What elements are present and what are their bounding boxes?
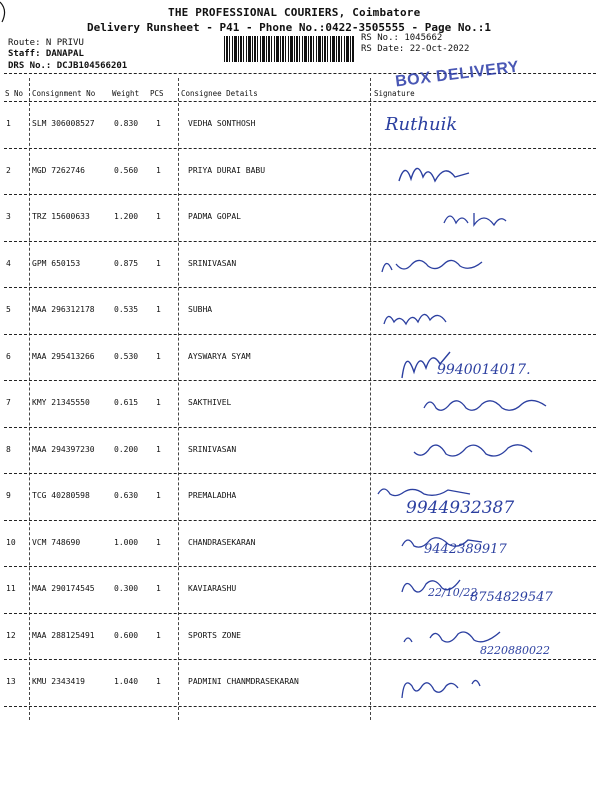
row-sno: 8 [6, 444, 11, 454]
row-sno: 7 [6, 398, 11, 407]
col-divider [29, 78, 30, 720]
signature-3 [440, 205, 510, 231]
runsheet-title: Delivery Runsheet - P41 - Phone No.:0422-3505555 - Page No.:1 [87, 21, 491, 34]
row-pcs: 1 [156, 305, 161, 314]
row-separator [4, 241, 596, 242]
row-consignee: KAVIARASHU [188, 584, 237, 593]
row-separator [4, 659, 596, 660]
row-sno: 1 [6, 119, 11, 128]
row-consignment-no: KMY 21345550 [32, 398, 90, 407]
row-pcs: 1 [156, 630, 161, 640]
row-separator [4, 473, 596, 474]
row-consignee: SPORTS ZONE [188, 630, 241, 640]
handwritten-phone-10: 9442389917 [424, 542, 507, 557]
row-pcs: 1 [156, 491, 161, 500]
col-header-weight: Weight [112, 89, 140, 98]
row-separator [4, 380, 596, 381]
row-consignee: VEDHA SONTHOSH [188, 119, 256, 128]
row-separator [4, 566, 596, 567]
row-consignment-no: MGD 7262746 [32, 165, 85, 175]
row-sno: 5 [6, 305, 11, 314]
row-consignee: PADMINI CHANMDRASEKARAN [188, 677, 299, 686]
row-consignee: SAKTHIVEL [188, 398, 232, 407]
row-consignment-no: MAA 290174545 [32, 584, 95, 593]
row-consignee: PRIYA DURAI BABU [188, 165, 266, 175]
row-weight: 0.300 [114, 584, 139, 593]
row-separator [4, 520, 596, 521]
row-pcs: 1 [156, 212, 161, 221]
row-sno: 2 [6, 165, 11, 175]
row-weight: 0.830 [114, 119, 139, 128]
row-sno: 11 [6, 584, 16, 593]
staff-label: Staff: DANAPAL [8, 49, 84, 59]
row-separator [4, 613, 596, 614]
row-separator [4, 706, 596, 707]
handwritten-date-11: 22/10/22 [428, 586, 478, 599]
row-consignee: PREMALADHA [188, 491, 237, 500]
signature-7 [420, 392, 560, 418]
row-pcs: 1 [156, 165, 161, 175]
row-weight: 1.200 [114, 212, 139, 221]
row-consignment-no: MAA 294397230 [32, 444, 95, 454]
col-header-consignee: Consignee Details [181, 89, 258, 98]
handwritten-phone-12: 8220880022 [480, 644, 550, 657]
row-pcs: 1 [156, 444, 161, 454]
row-sno: 3 [6, 212, 11, 221]
row-sno: 13 [6, 677, 16, 686]
row-consignment-no: MAA 295413266 [32, 351, 95, 361]
row-pcs: 1 [156, 398, 161, 407]
route-label: Route: N PRIVU [8, 38, 84, 48]
row-separator [4, 148, 596, 149]
handwritten-phone-6: 9940014017. [437, 362, 531, 378]
row-weight: 0.630 [114, 491, 139, 500]
row-separator [4, 427, 596, 428]
row-separator [4, 334, 596, 335]
signature-1: Ruthuik [385, 114, 458, 135]
signature-2 [395, 155, 475, 195]
row-consignment-no: KMU 2343419 [32, 677, 85, 686]
row-consignee: SRINIVASAN [188, 444, 237, 454]
col-divider [370, 78, 371, 720]
row-sno: 12 [6, 630, 16, 640]
row-consignment-no: MAA 288125491 [32, 630, 95, 640]
row-sno: 4 [6, 258, 11, 268]
signature-4 [378, 252, 498, 282]
row-consignment-no: GPM 650153 [32, 258, 81, 268]
rs-date: RS Date: 22-Oct-2022 [361, 44, 470, 54]
col-header-consignment: Consignment No [32, 89, 96, 98]
row-consignment-no: TCG 40280598 [32, 491, 90, 500]
header-bottom-rule [4, 101, 596, 102]
row-separator [4, 287, 596, 288]
row-consignment-no: SLM 306008527 [32, 119, 95, 128]
page-corner-mark [0, 0, 14, 24]
row-sno: 10 [6, 537, 16, 547]
col-header-signature: Signature [374, 89, 415, 98]
row-consignee: SRINIVASAN [188, 258, 237, 268]
col-divider [178, 78, 179, 720]
row-weight: 0.535 [114, 305, 139, 314]
col-header-pcs: PCS [150, 89, 164, 98]
row-pcs: 1 [156, 119, 161, 128]
row-weight: 0.875 [114, 258, 139, 268]
row-weight: 0.600 [114, 630, 139, 640]
box-delivery-stamp: BOX DELIVERY [394, 58, 521, 91]
row-sno: 9 [6, 491, 11, 500]
row-separator [4, 194, 596, 195]
row-weight: 1.040 [114, 677, 139, 686]
row-weight: 0.615 [114, 398, 139, 407]
signature-13 [396, 672, 486, 702]
row-consignment-no: MAA 296312178 [32, 305, 95, 314]
row-pcs: 1 [156, 584, 161, 593]
handwritten-phone-9: 9944932387 [406, 498, 515, 518]
row-consignee: PADMA GOPAL [188, 212, 241, 221]
row-sno: 6 [6, 351, 11, 361]
row-pcs: 1 [156, 258, 161, 268]
row-consignment-no: TRZ 15600633 [32, 212, 90, 221]
row-pcs: 1 [156, 351, 161, 361]
rs-number: RS No.: 1045662 [361, 33, 443, 43]
drs-number: DRS No.: DCJB104566201 [8, 61, 128, 71]
row-weight: 0.200 [114, 444, 139, 454]
signature-5 [380, 300, 460, 336]
row-weight: 1.000 [114, 537, 139, 547]
signature-8 [410, 438, 550, 464]
row-pcs: 1 [156, 677, 161, 686]
row-consignee: CHANDRASEKARAN [188, 537, 256, 547]
company-title: THE PROFESSIONAL COURIERS, Coimbatore [168, 6, 421, 19]
row-weight: 0.530 [114, 351, 139, 361]
row-consignee: AYSWARYA SYAM [188, 351, 251, 361]
row-consignee: SUBHA [188, 305, 213, 314]
row-weight: 0.560 [114, 165, 139, 175]
barcode [224, 36, 354, 62]
row-consignment-no: VCM 748690 [32, 537, 81, 547]
row-pcs: 1 [156, 537, 161, 547]
handwritten-phone-11: 8754829547 [470, 590, 553, 605]
col-header-sno: S No [5, 89, 24, 98]
